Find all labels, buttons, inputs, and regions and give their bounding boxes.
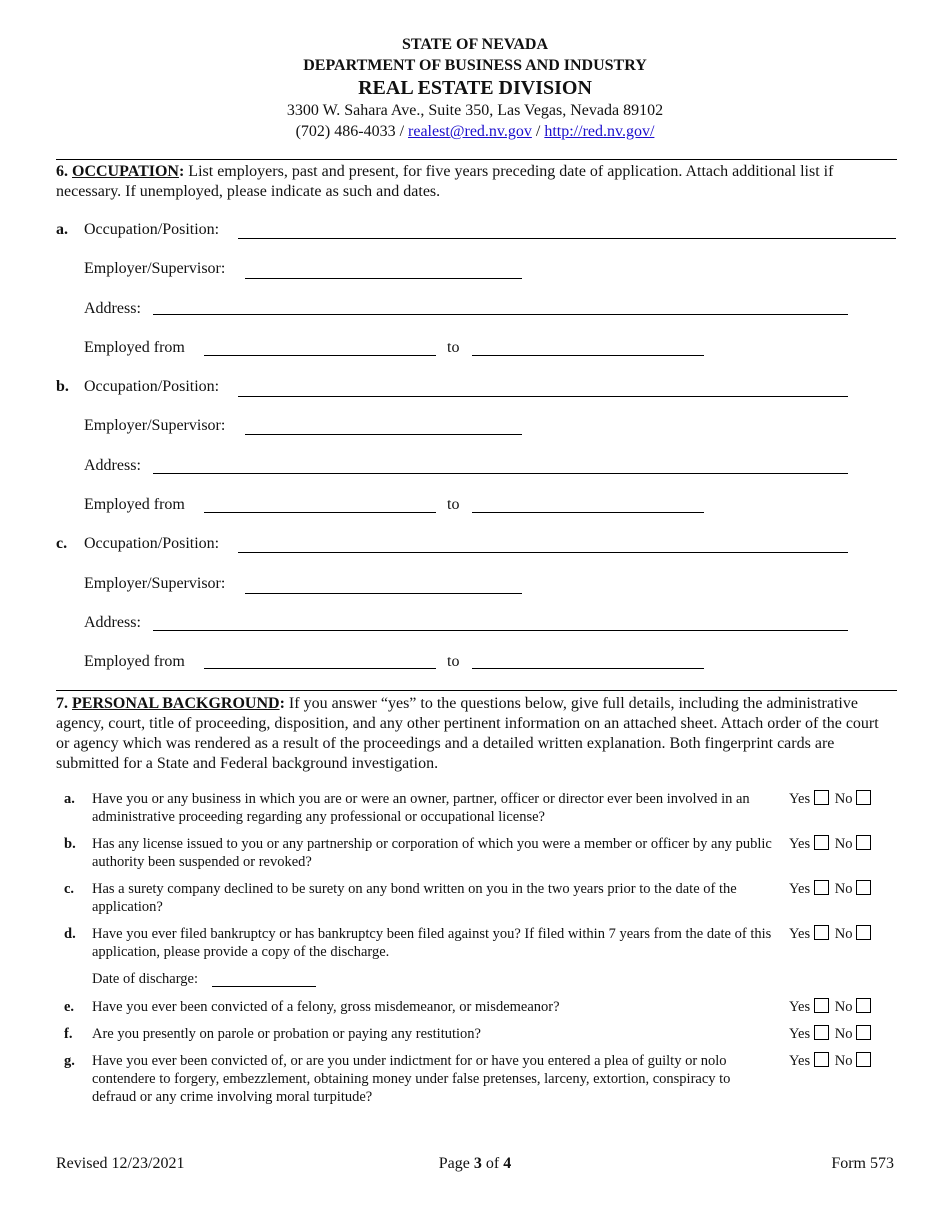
employer-label: Employer/Supervisor: (84, 575, 226, 592)
division-name: REAL ESTATE DIVISION (358, 77, 592, 99)
no-checkbox[interactable] (856, 880, 871, 895)
address-field-b[interactable] (153, 473, 848, 474)
to-label: to (447, 653, 460, 670)
yes-checkbox[interactable] (814, 1052, 829, 1067)
address-field-a[interactable] (153, 314, 848, 315)
employed-from-label: Employed from (84, 339, 185, 356)
position-label: Occupation/Position: (84, 535, 220, 552)
no-label: No (834, 836, 853, 852)
employed-from-field-b[interactable] (204, 512, 436, 513)
yes-checkbox[interactable] (814, 925, 829, 940)
discharge-date-label: Date of discharge: (92, 971, 199, 987)
yes-label: Yes (789, 926, 811, 942)
question-text: Has any license issued to you or any partnership or corporation of which you were a member or officer by any public authority been suspended or revoked? (92, 836, 772, 870)
question-text: Has a surety company declined to be surety on any bond written on you in the two years prior to the date of the application? (92, 881, 737, 915)
employer-label: Employer/Supervisor: (84, 417, 226, 434)
no-label: No (834, 926, 853, 942)
yes-no-group (789, 925, 873, 943)
question-text: Have you ever been convicted of, or are you under indictment for or have you entered a plea of guilty or nolo contendere to forgery, embezzlement, obtaining money under false pretenses, larceny, extortion, conspiracy to defraud or any crime involving moral turpitude? (92, 1053, 731, 1105)
background-instructions: 7. PERSONAL BACKGROUND: If you answer “yes” to the questions below, give full details, including the administrative agency, court, title of proceeding, disposition, and any other pertinent information on an attached sheet. Attach order of the court or agency which was rendered as a result of the proceedings and a detailed written explanation. Both fingerprint cards are submitted for a State and Federal background investigation. (56, 695, 879, 772)
yes-checkbox[interactable] (814, 835, 829, 850)
yes-checkbox[interactable] (814, 790, 829, 805)
position-field-c[interactable] (238, 552, 848, 553)
yes-checkbox[interactable] (814, 880, 829, 895)
letterhead (0, 34, 950, 142)
yes-no-group (789, 998, 873, 1016)
position-field-b[interactable] (238, 396, 848, 397)
yes-no-group (789, 835, 873, 853)
employer-field-c[interactable] (245, 593, 522, 594)
employed-from-label: Employed from (84, 496, 185, 513)
employed-from-field-c[interactable] (204, 668, 436, 669)
yes-label: Yes (789, 999, 811, 1015)
yes-checkbox[interactable] (814, 998, 829, 1013)
question-letter: c. (64, 881, 75, 897)
phone-number: (702) 486-4033 (295, 123, 396, 140)
question-letter: d. (64, 926, 76, 942)
employed-to-field-c[interactable] (472, 668, 704, 669)
yes-checkbox[interactable] (814, 1025, 829, 1040)
yes-no-group (789, 1052, 873, 1070)
no-label: No (834, 999, 853, 1015)
employer-label: Employer/Supervisor: (84, 260, 226, 277)
question-letter: e. (64, 999, 75, 1015)
contact-line: (702) 486-4033 / realest@red.nv.gov / http://red.nv.gov/ (295, 123, 655, 140)
to-label: to (447, 496, 460, 513)
no-checkbox[interactable] (856, 998, 871, 1013)
employed-from-label: Employed from (84, 653, 185, 670)
yes-label: Yes (789, 1026, 811, 1042)
employer-field-b[interactable] (245, 434, 522, 435)
address-label: Address: (84, 457, 141, 474)
divider (56, 159, 897, 160)
background-heading: PERSONAL BACKGROUND (72, 695, 280, 712)
no-label: No (834, 1053, 853, 1069)
yes-no-group (789, 790, 873, 808)
position-field-a[interactable] (238, 238, 896, 239)
no-checkbox[interactable] (856, 925, 871, 940)
yes-label: Yes (789, 791, 811, 807)
no-checkbox[interactable] (856, 1025, 871, 1040)
question-text: Have you or any business in which you are or were an owner, partner, officer or director ever been involved in an administrative proceeding regarding any professional or occupational license? (92, 791, 750, 825)
question-letter: f. (64, 1026, 73, 1042)
position-label: Occupation/Position: (84, 378, 220, 395)
question-text: Are you presently on parole or probation or paying any restitution? (92, 1026, 481, 1042)
email-link[interactable]: realest@red.nv.gov (408, 123, 532, 140)
yes-label: Yes (789, 836, 811, 852)
form-number: Form 573 (831, 1155, 894, 1172)
website-link[interactable]: http://red.nv.gov/ (544, 123, 655, 140)
employed-from-field-a[interactable] (204, 355, 436, 356)
question-letter: b. (64, 836, 76, 852)
yes-label: Yes (789, 1053, 811, 1069)
question-letter: g. (64, 1053, 75, 1069)
to-label: to (447, 339, 460, 356)
yes-label: Yes (789, 881, 811, 897)
address-label: Address: (84, 300, 141, 317)
divider (56, 690, 897, 691)
entry-letter: c. (56, 535, 68, 552)
entry-letter: b. (56, 378, 69, 395)
state-name: STATE OF NEVADA (401, 36, 549, 53)
no-checkbox[interactable] (856, 1052, 871, 1067)
office-address: 3300 W. Sahara Ave., Suite 350, Las Vegas, Nevada 89102 (286, 102, 664, 119)
no-checkbox[interactable] (856, 790, 871, 805)
no-label: No (834, 791, 853, 807)
address-label: Address: (84, 614, 141, 631)
employed-to-field-b[interactable] (472, 512, 704, 513)
yes-no-group (789, 1025, 873, 1043)
employed-to-field-a[interactable] (472, 355, 704, 356)
revised-date: Revised 12/23/2021 (56, 1155, 185, 1172)
question-text: Have you ever filed bankruptcy or has bankruptcy been filed against you? If filed within 7 years from the date of this application, please provide a copy of the discharge. (92, 926, 772, 960)
no-label: No (834, 881, 853, 897)
question-letter: a. (64, 791, 75, 807)
question-text: Have you ever been convicted of a felony, gross misdemeanor, or misdemeanor? (92, 999, 560, 1015)
no-label: No (834, 1026, 853, 1042)
discharge-date-field[interactable] (212, 986, 316, 987)
page-number: Page 3 of 4 (438, 1155, 512, 1172)
entry-letter: a. (56, 221, 68, 238)
department-name: DEPARTMENT OF BUSINESS AND INDUSTRY (303, 57, 647, 74)
occupation-heading: OCCUPATION (72, 163, 179, 180)
address-field-c[interactable] (153, 630, 848, 631)
yes-no-group (789, 880, 873, 898)
employer-field-a[interactable] (245, 278, 522, 279)
position-label: Occupation/Position: (84, 221, 220, 238)
occupation-instructions: 6. OCCUPATION: List employers, past and present, for five years preceding date of application. Attach additional list if necessary. If unemployed, please indicate as such and dates. (56, 163, 834, 200)
no-checkbox[interactable] (856, 835, 871, 850)
